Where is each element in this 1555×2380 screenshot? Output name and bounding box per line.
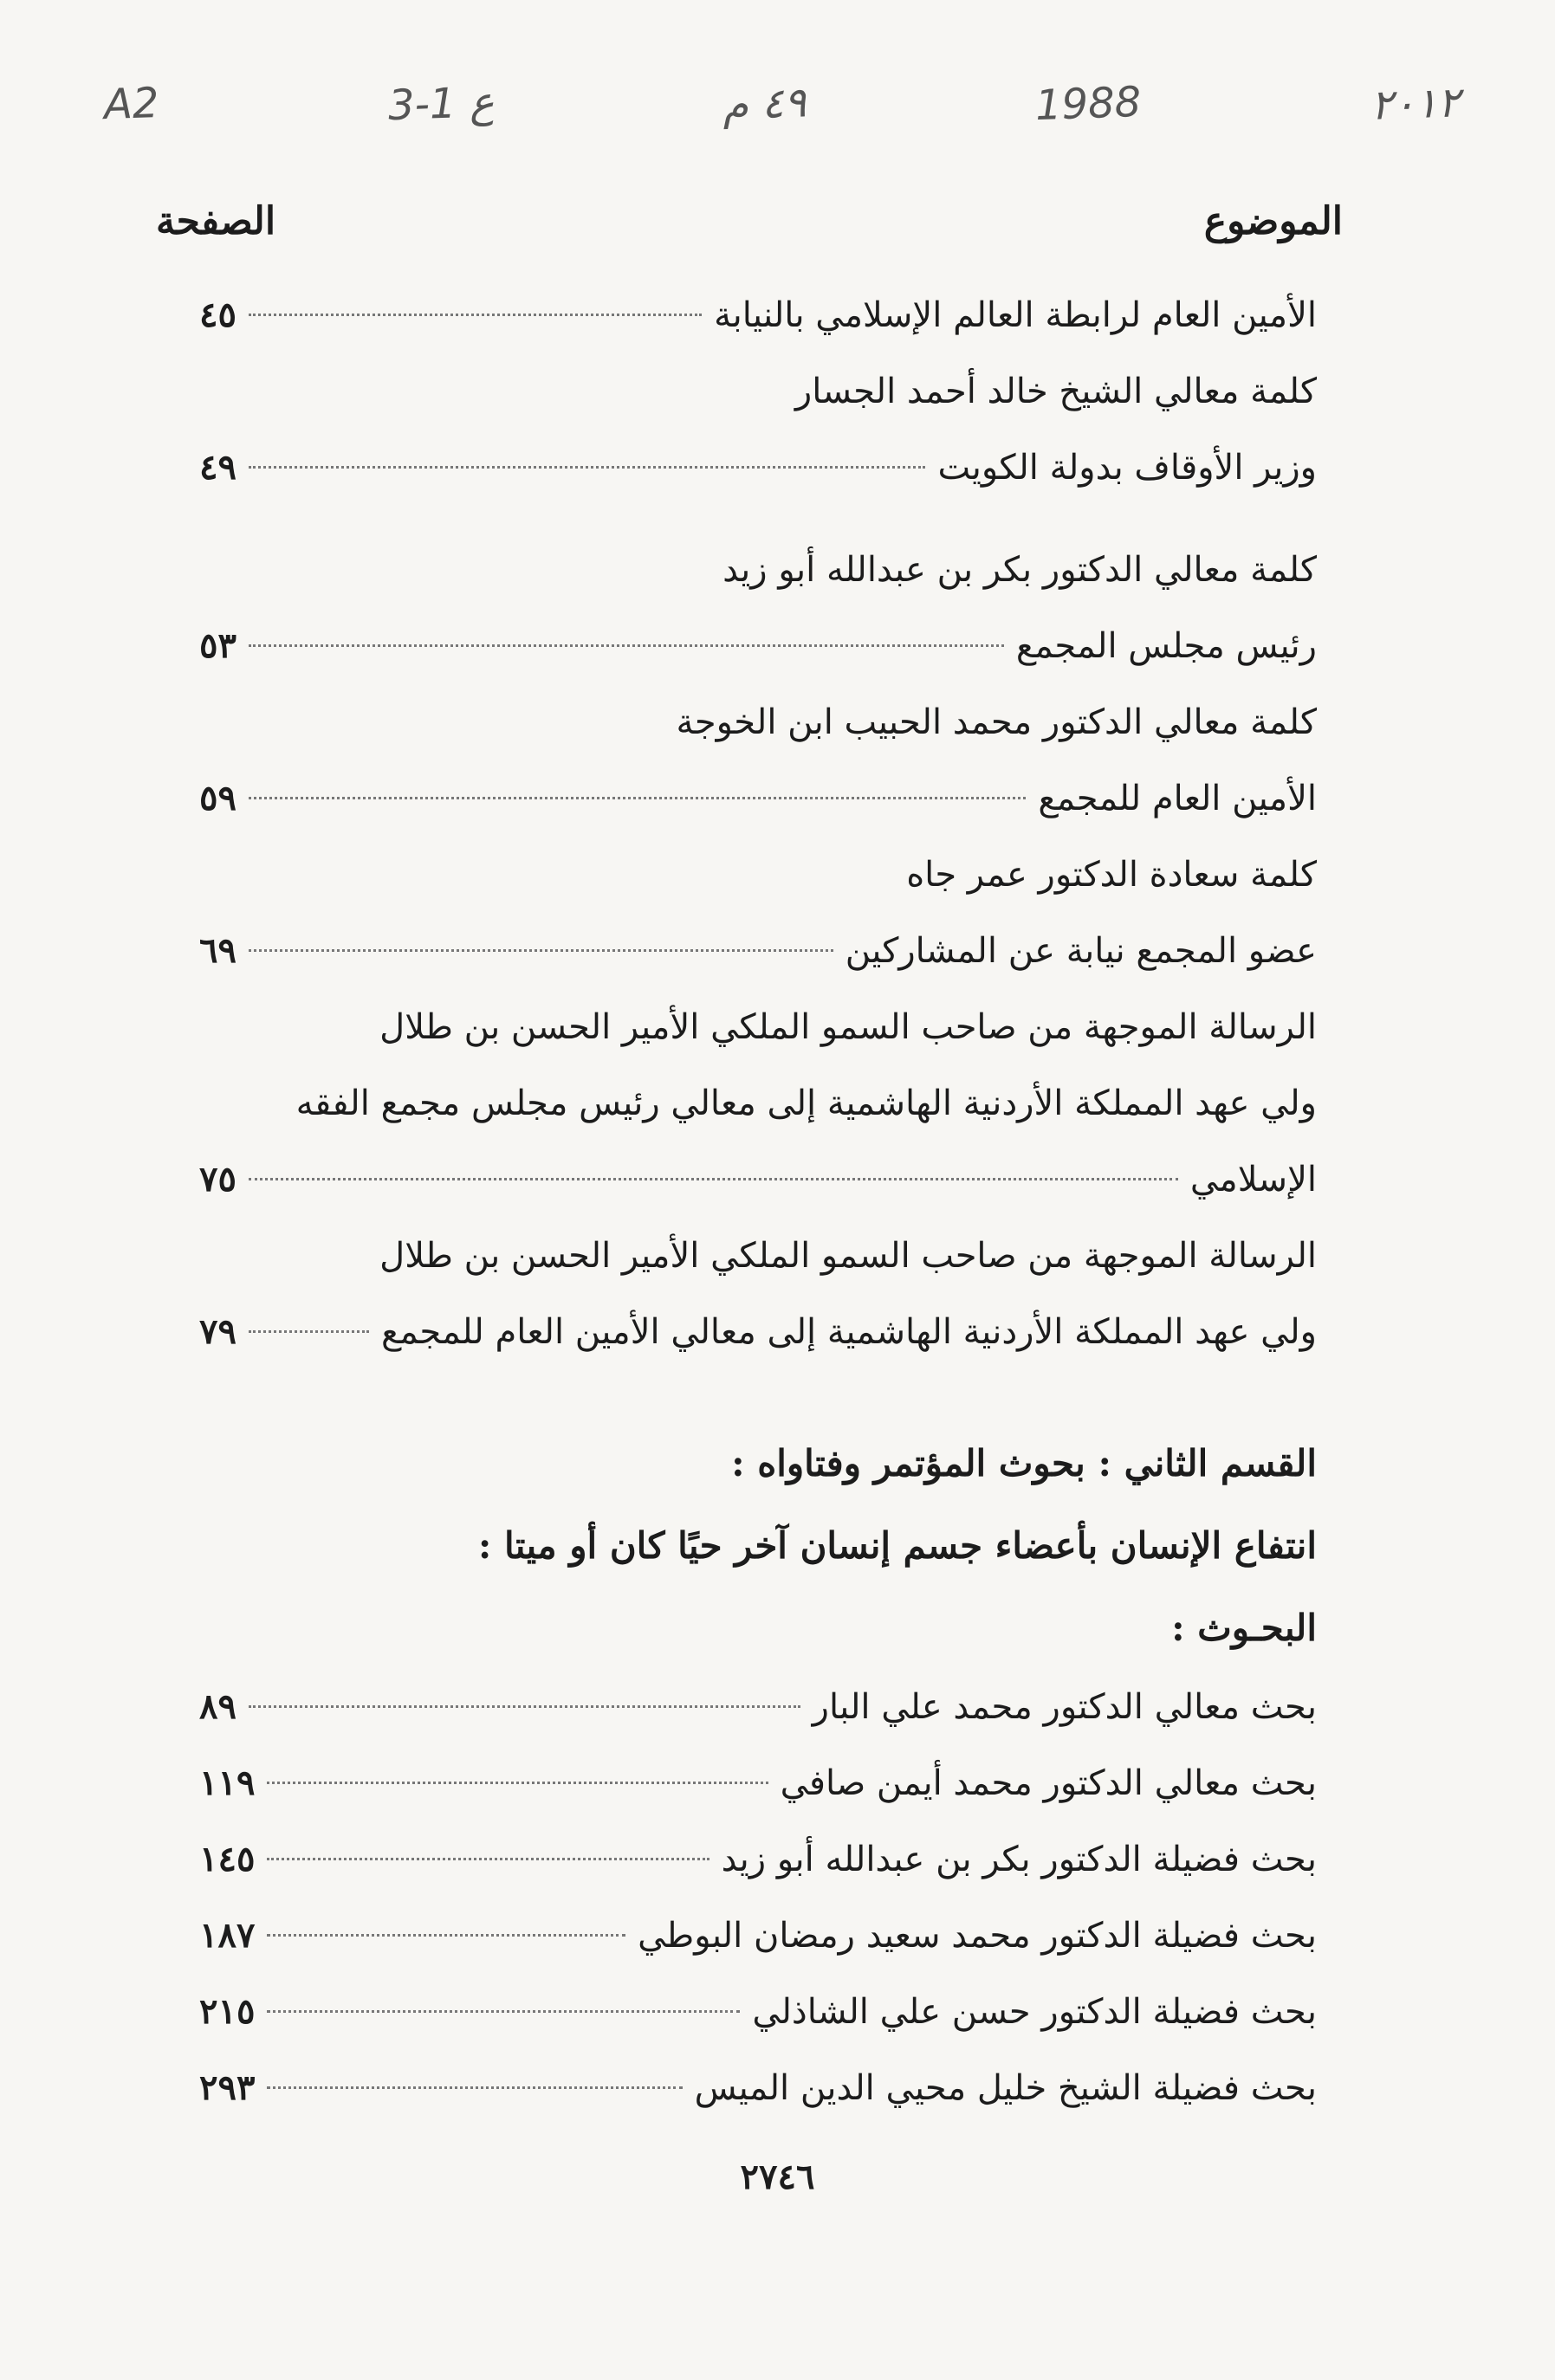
toc-entry (199, 913, 1317, 989)
entry-title: الأمين العام لرابطة العالم الإسلامي بالنيابة (714, 295, 1317, 335)
toc-entry (199, 760, 1317, 837)
topic-heading: الموضوع (1203, 198, 1343, 243)
entry-page: ٨٩ (199, 1686, 236, 1727)
entry-title: ولي عهد المملكة الأردنية الهاشمية إلى معالي الأمين العام للمجمع (381, 1312, 1317, 1352)
toc-entry (199, 2050, 1317, 2126)
entry-page: ٥٩ (199, 778, 236, 818)
dot-leader (249, 644, 1004, 647)
entry-title: بحث معالي الدكتور محمد أيمن صافي (780, 1763, 1317, 1803)
page-number: ٢٧٤٦ (740, 2157, 815, 2197)
entry-line: ولي عهد المملكة الأردنية الهاشمية إلى معالي رئيس مجلس مجمع الفقه (295, 1083, 1317, 1123)
dot-leader (249, 1705, 800, 1708)
entry-title: الإسلامي (1189, 1160, 1317, 1200)
entry-title: بحث فضيلة الشيخ خليل محيي الدين الميس (694, 2068, 1317, 2108)
entry-line: كلمة سعادة الدكتور عمر جاه (906, 855, 1317, 895)
dot-leader (249, 1330, 369, 1333)
toc-entry (199, 430, 1317, 506)
toc-entry (199, 1745, 1317, 1821)
entry-page: ١١٩ (199, 1762, 256, 1803)
toc-entry (199, 1898, 1317, 1974)
entry-page: ٢٩٣ (199, 2067, 256, 2108)
page-heading: الصفحة (156, 198, 276, 243)
handwritten-note: 1988 (1034, 77, 1143, 131)
entry-title: وزير الأوقاف بدولة الكويت (937, 448, 1317, 488)
dot-leader (249, 1178, 1178, 1180)
dot-leader (249, 949, 833, 952)
handwritten-note: 3-1 ع (386, 77, 495, 131)
dot-leader (267, 2086, 682, 2089)
section-heading: القسم الثاني : بحوث المؤتمر وفتاواه : (731, 1442, 1317, 1484)
toc-entry (199, 1294, 1317, 1370)
entry-title: بحث فضيلة الدكتور حسن علي الشاذلي (752, 1992, 1317, 2032)
entry-title: رئيس مجلس المجمع (1015, 626, 1317, 666)
dot-leader (267, 1858, 709, 1860)
entry-title: الأمين العام للمجمع (1038, 779, 1317, 818)
handwritten-note: ٤٩ م (722, 78, 807, 130)
spacer (199, 506, 1317, 532)
entry-page: ٧٥ (199, 1159, 236, 1200)
toc-entry (199, 1141, 1317, 1218)
toc-entry (199, 1821, 1317, 1898)
entry-page: ٤٥ (199, 294, 236, 335)
entry-title: عضو المجمع نيابة عن المشاركين (845, 931, 1317, 971)
toc-entry (199, 608, 1317, 684)
entry-line: كلمة معالي الدكتور محمد الحبيب ابن الخوجة (676, 702, 1317, 742)
research-heading: البحـوث : (1171, 1607, 1317, 1649)
entry-page: ٤٩ (199, 447, 236, 488)
entry-title: بحث معالي الدكتور محمد علي البار (812, 1687, 1317, 1727)
entry-line: كلمة معالي الدكتور بكر بن عبدالله أبو زيد (722, 550, 1317, 590)
dot-leader (249, 466, 925, 469)
entry-line: الرسالة الموجهة من صاحب السمو الملكي الأمير الحسن بن طلال (379, 1236, 1317, 1276)
dot-leader (267, 1782, 768, 1784)
dot-leader (267, 1934, 625, 1937)
table-of-contents (199, 277, 1317, 2126)
entry-page: ٢١٥ (199, 1991, 256, 2032)
toc-header (156, 191, 1343, 251)
toc-entry (199, 1669, 1317, 1745)
entry-page: ٥٣ (199, 625, 236, 666)
entry-title: بحث فضيلة الدكتور بكر بن عبدالله أبو زيد (721, 1840, 1317, 1879)
toc-entry (199, 1974, 1317, 2050)
entry-line: الرسالة الموجهة من صاحب السمو الملكي الأمير الحسن بن طلال (379, 1007, 1317, 1047)
entry-line: كلمة معالي الشيخ خالد أحمد الجسار (794, 372, 1317, 411)
entry-page: ١٨٧ (199, 1915, 256, 1956)
entry-title: بحث فضيلة الدكتور محمد سعيد رمضان البوطي (638, 1916, 1317, 1956)
entry-page: ٦٩ (199, 930, 236, 971)
entry-page: ١٤٥ (199, 1839, 256, 1879)
handwritten-note: ٢٠١٢ (1369, 78, 1461, 130)
entry-page: ٧٩ (199, 1311, 236, 1352)
dot-leader (249, 797, 1026, 799)
toc-entry (199, 277, 1317, 353)
dot-leader (249, 314, 702, 316)
topic-heading: انتفاع الإنسان بأعضاء جسم إنسان آخر حيًا كان أو ميتا : (477, 1524, 1317, 1567)
spacer (199, 1370, 1317, 1422)
dot-leader (267, 2010, 740, 2013)
handwritten-annotations (104, 61, 1460, 147)
handwritten-note: A2 (103, 78, 160, 130)
